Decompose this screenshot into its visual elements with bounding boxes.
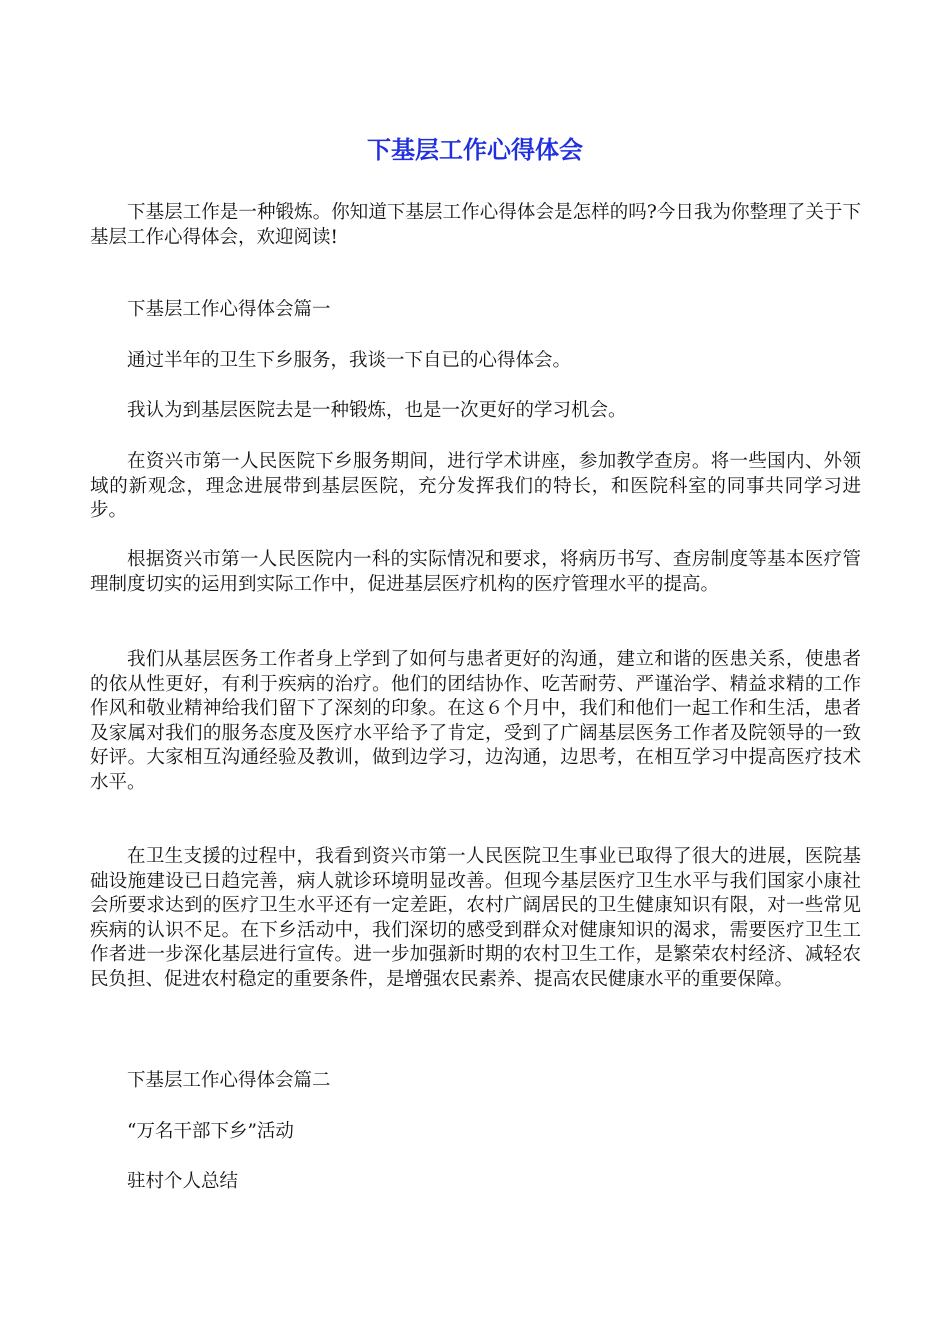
paragraph: 在资兴市第一人民医院下乡服务期间，进行学术讲座，参加教学查房。将一些国内、外领域的新观念，理念进展带到基层医院，充分发挥我们的特长，和医院科室的同事共同学习进步。 [90, 451, 861, 521]
paragraph: 我们从基层医务工作者身上学到了如何与患者更好的沟通，建立和谐的医患关系，使患者的依从性更好，有利于疾病的治疗。他们的团结协作、吃苦耐劳、严谨治学、精益求精的工作作风和敬业精神给我们留下了深刻的印象。在这６个月中，我们和他们一起工作和生活，患者及家属对我们的服务态度及医疗水平给予了肯定，受到了广阔基层医务工作者及院领导的一致好评。大家相互沟通经验及教训，做到边学习，边沟通，边思考，在相互学习中提高医疗技术水平。 [90, 649, 861, 793]
section-heading-1: 下基层工作心得体会篇一 [127, 299, 331, 320]
document-title: 下基层工作心得体会 [367, 136, 583, 164]
paragraph: “万名干部下乡”活动 [127, 1121, 294, 1142]
paragraph: 根据资兴市第一人民医院内一科的实际情况和要求，将病历书写、查房制度等基本医疗管理制度切实的运用到实际工作中，促进基层医疗机构的医疗管理水平的提高。 [90, 549, 861, 595]
intro-paragraph: 下基层工作是一种锻炼。你知道下基层工作心得体会是怎样的吗?今日我为你整理了关于下基层工作心得体会，欢迎阅读! [90, 202, 861, 248]
paragraph: 在卫生支援的过程中，我看到资兴市第一人民医院卫生事业已取得了很大的进展，医院基础设施建设已日趋完善，病人就诊环境明显改善。但现今基层医疗卫生水平与我们国家小康社会所要求达到的医疗卫生水平还有一定差距，农村广阔居民的卫生健康知识有限，对一些常见疾病的认识不足。在下乡活动中，我们深切的感受到群众对健康知识的渴求，需要医疗卫生工作者进一步深化基层进行宣传。进一步加强新时期的农村卫生工作，是繁荣农村经济、减轻农民负担、促进农村稳定的重要条件，是增强农民素养、提高农民健康水平的重要保障。 [90, 846, 861, 990]
section-heading-2: 下基层工作心得体会篇二 [127, 1070, 331, 1091]
paragraph: 通过半年的卫生下乡服务，我谈一下自已的心得体会。 [127, 350, 572, 371]
paragraph: 驻村个人总结 [127, 1171, 239, 1192]
paragraph: 我认为到基层医院去是一种锻炼，也是一次更好的学习机会。 [127, 400, 627, 421]
